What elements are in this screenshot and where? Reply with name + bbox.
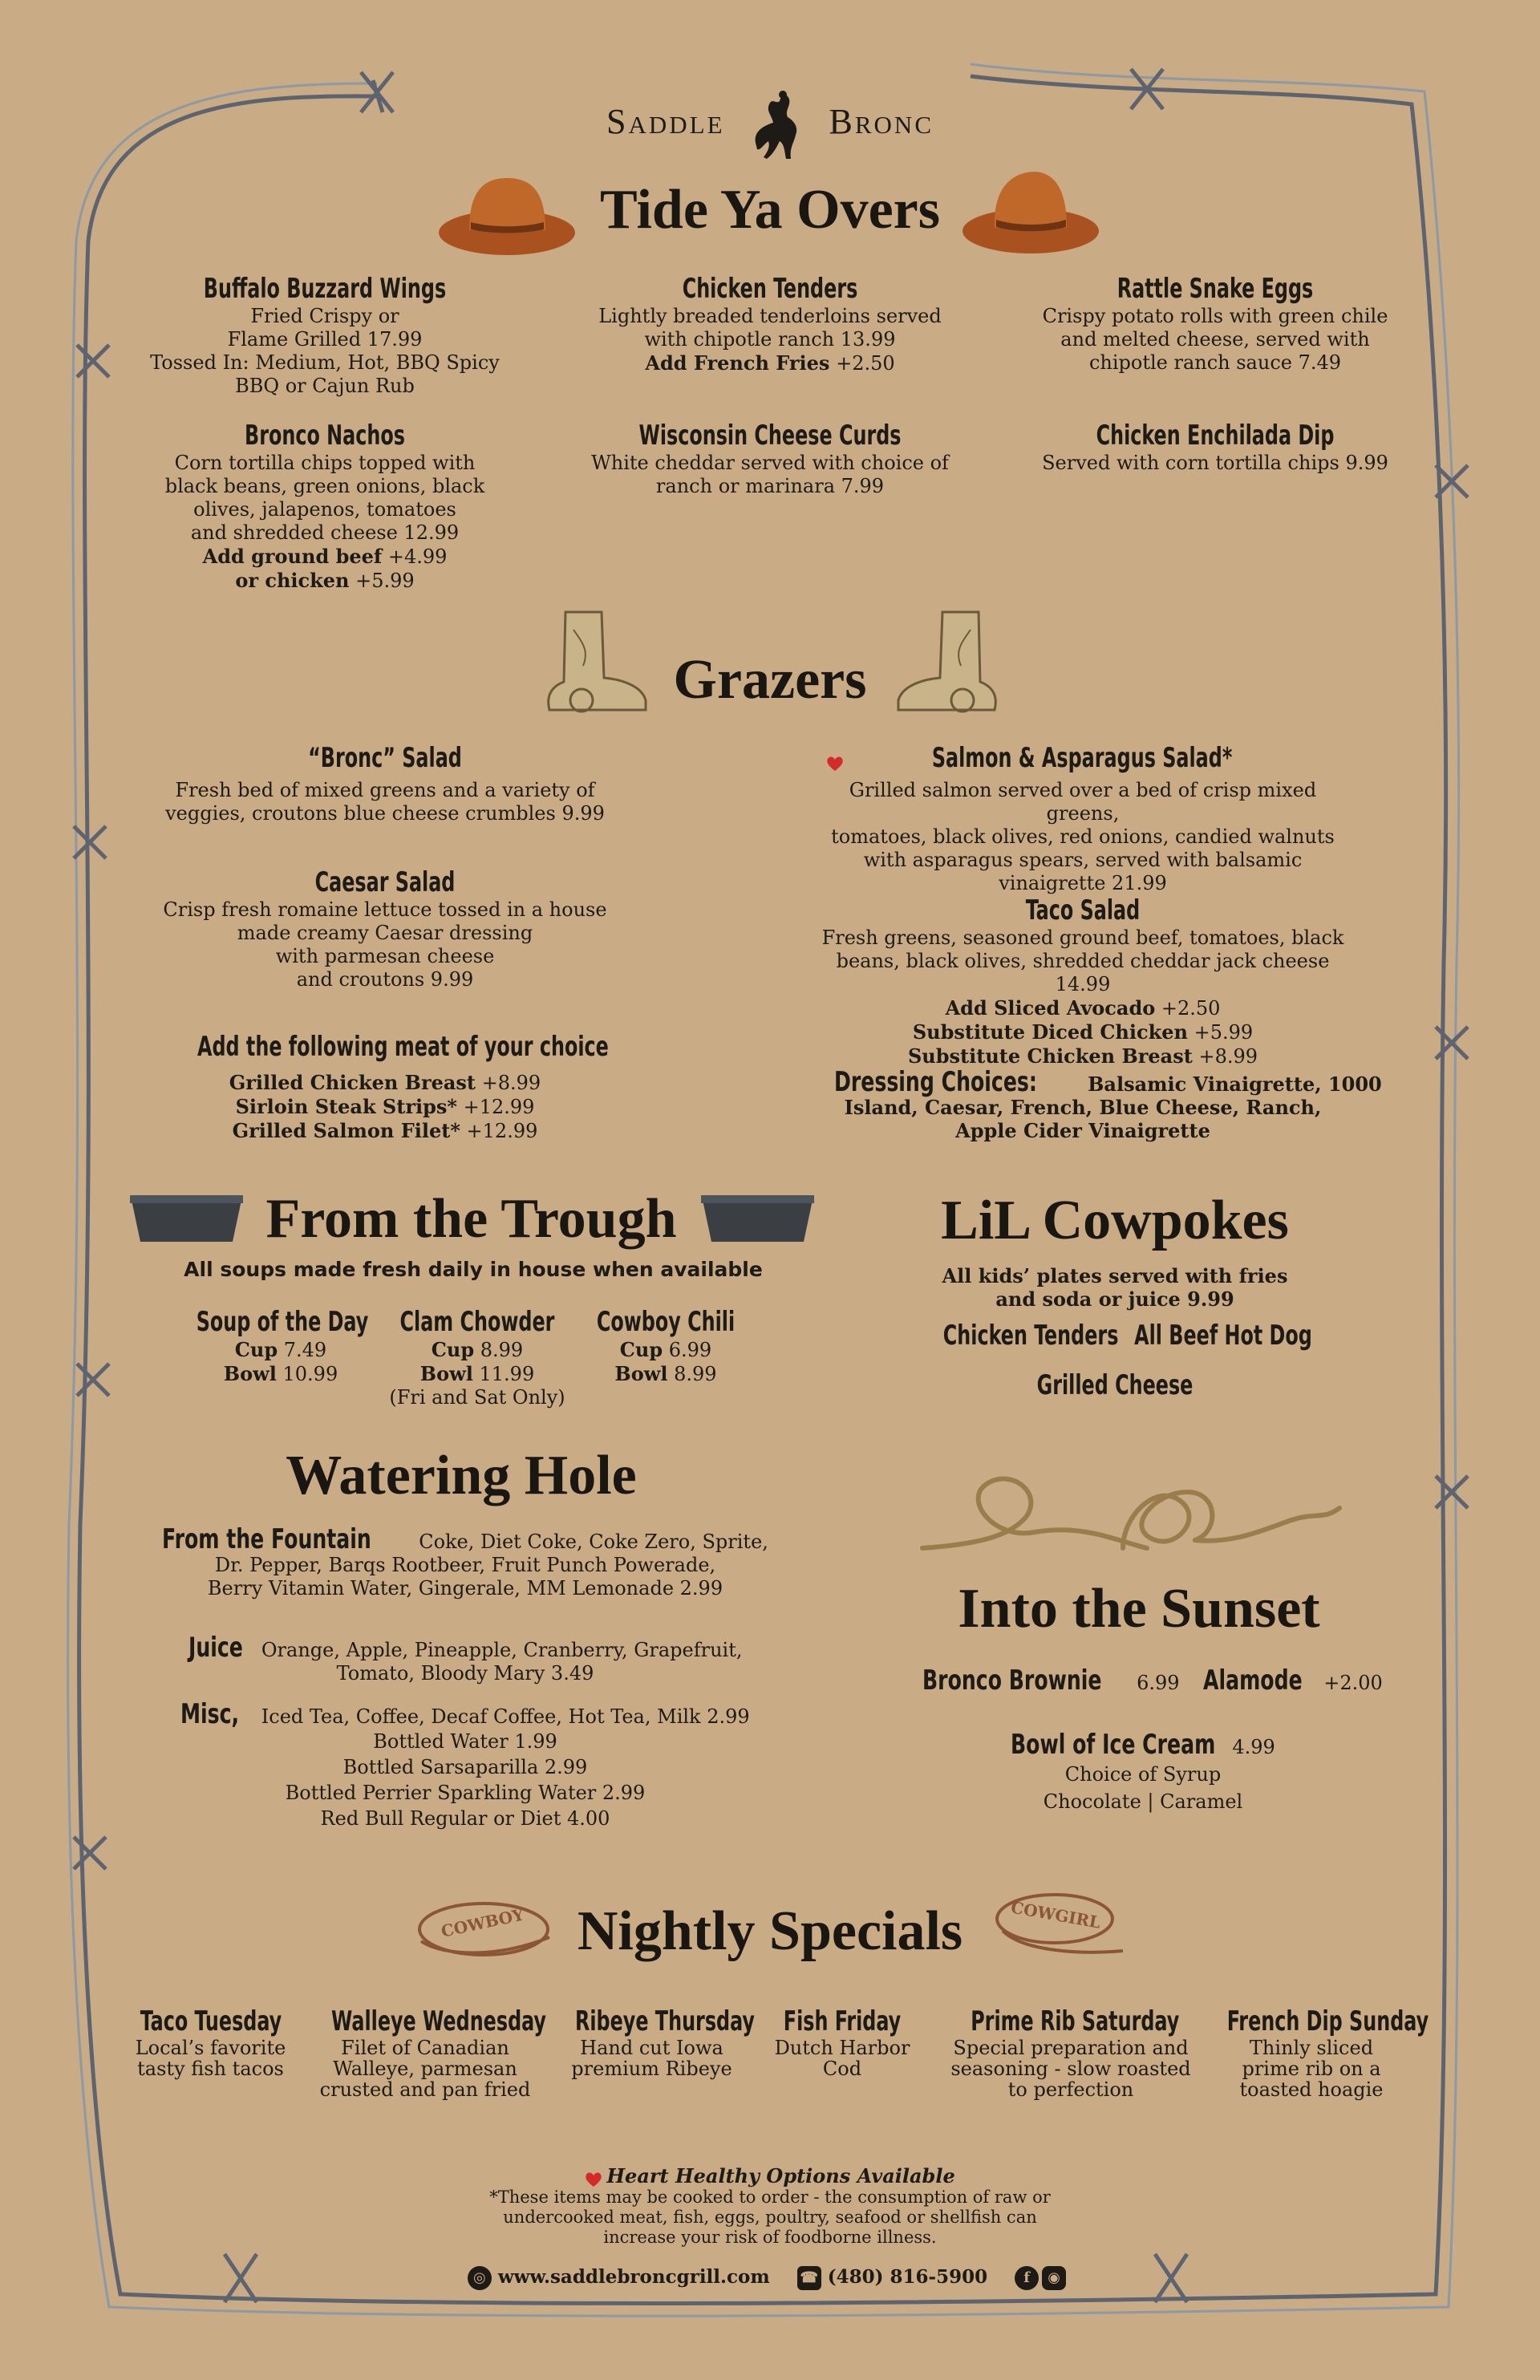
disclaimer-line: *These items may be cooked to order - the consumption of raw or [489,2187,1051,2207]
item-name: Ribeye Thursday [574,2005,755,2037]
add-on-line [818,1044,1348,1068]
desc-line: Fresh greens, seasoned ground beef, tomatoes, black [821,926,1344,949]
item-name: Prime Rib Saturday [971,2005,1180,2037]
phone-number[interactable]: (480) 816-5900 [827,2266,988,2288]
brand-header [0,87,1540,164]
menu-item-caesar-salad [160,866,610,991]
desc-line: to perfection [1007,2078,1134,2101]
soup-prices [557,1338,774,1386]
drink-list: Iced Tea, Coffee, Decaf Coffee, Hot Tea, Milk 2.99 [261,1705,750,1728]
kids-subtitle-line: All kids’ plates served with fries [942,1264,1288,1287]
section-title-grazers: Grazers [673,649,867,711]
option-price: +8.99 [481,1072,541,1094]
desc-line: tasty fish tacos [137,2058,284,2080]
add-on-line [128,545,521,569]
meat-option [144,1119,626,1143]
brand-name-left: Saddle [606,102,725,142]
item-name: Taco Tuesday [140,2005,282,2037]
cup-price [369,1338,586,1362]
desc-line: prime rib on a [1242,2058,1381,2080]
desc-line: Hand cut Iowa [580,2037,723,2059]
special-description [120,2037,301,2079]
option-price: +12.99 [463,1096,535,1118]
desc-line: and croutons 9.99 [296,968,474,991]
desc-line: veggies, croutons blue cheese crumbles 9.99 [165,802,605,825]
dessert-price: 4.99 [1232,1736,1275,1758]
option-label: Sirloin Steak Strips* [235,1095,457,1118]
soup-item [557,1306,774,1386]
item-name: “Bronc” Salad [308,742,462,774]
desc-line: Flame Grilled 17.99 [227,328,423,351]
item-name: Bronco Nachos [245,420,405,452]
dessert-brownie [922,1664,1180,1697]
desc-line: olives, jalapenos, tomatoes [193,498,456,521]
dessert-name: Bowl of Ice Cream [1011,1729,1216,1761]
soup-item [172,1306,389,1386]
bowl-label: Bowl [614,1362,668,1385]
desc-line: Thinly sliced [1249,2037,1374,2059]
cup-label: Cup [234,1338,278,1361]
item-name: Chicken Tenders [682,273,858,305]
cup-label: Cup [431,1338,475,1361]
badge-text: COWBOY [439,1904,526,1941]
item-name: Soup of the Day [196,1306,369,1338]
heart-healthy-label: Heart Healthy Options Available [606,2164,955,2187]
add-on-price: +8.99 [1198,1045,1258,1068]
cup-value: 8.99 [480,1339,524,1361]
section-title-trough: From the Trough [265,1188,677,1250]
drink-first-line [160,1632,770,1664]
option-label: Grilled Chicken Breast [229,1071,476,1094]
drink-first-line [160,1523,770,1555]
kids-subtitle-line: and soda or juice 9.99 [995,1287,1234,1311]
drink-first-line [160,1698,770,1730]
dessert-name: Alamode [1203,1664,1303,1697]
disclaimer-line: increase your risk of foodborne illness. [603,2228,937,2247]
item-name: Walleye Wednesday [331,2005,546,2037]
item-name: Chicken Enchilada Dip [1096,420,1335,452]
drink-line: Dr. Pepper, Barqs Rootbeer, Fruit Punch Powerade, [214,1554,716,1576]
desc-line: Dutch Harbor [774,2037,910,2059]
trough-icon [699,1194,816,1246]
dessert-name-row [962,1729,1323,1761]
globe-icon: ◎ [468,2266,492,2290]
special-day [553,2005,755,2080]
dessert-price: +2.00 [1323,1672,1383,1694]
cup-price [172,1338,389,1362]
dressing-text [834,1066,1382,1142]
desc-line: ranch or marinara 7.99 [655,475,885,497]
desc-line: toasted hoagie [1239,2078,1384,2101]
section-title-watering: Watering Hole [286,1445,637,1506]
add-on-price: +2.50 [1161,997,1221,1020]
desc-line: Filet of Canadian [341,2037,509,2059]
syrup-options: Chocolate | Caramel [1043,1790,1243,1813]
bowl-label: Bowl [223,1362,277,1385]
kids-subtitle [874,1264,1356,1311]
cup-label: Cup [619,1338,663,1361]
soup-item [369,1306,586,1409]
heart-healthy-note [449,2164,1091,2187]
desc-line: tomatoes, black olives, red onions, candied walnuts [831,825,1335,848]
item-description [573,305,967,375]
dressing-line: Apple Cider Vinaigrette [955,1119,1210,1142]
drinks-misc [160,1698,770,1831]
desc-line: Lightly breaded tenderloins served [598,305,942,327]
desc-line: Special preparation and [953,2037,1189,2059]
bowl-price [369,1362,586,1386]
menu-item-enchilada-dip [1019,420,1412,475]
item-name: All Beef Hot Dog [1134,1320,1312,1352]
dessert-price: 6.99 [1137,1672,1180,1694]
special-description [1203,2037,1420,2100]
facebook-icon[interactable]: f [1015,2266,1039,2290]
item-name: Buffalo Buzzard Wings [203,273,447,305]
phone-icon: ☎ [797,2266,821,2290]
drink-category-label: Juice [188,1632,243,1664]
desc-line: White cheddar served with choice of [591,452,949,474]
special-description [553,2037,750,2079]
special-description [942,2037,1199,2100]
bowl-value: 10.99 [282,1363,338,1385]
desc-line: and shredded cheese 12.99 [190,521,460,544]
drink-category-label: From the Fountain [162,1523,371,1555]
desc-line: Served with corn tortilla chips 9.99 [1042,452,1388,474]
desc-line: Crisp fresh romaine lettuce tossed in a house [163,898,607,921]
bucking-horse-logo [749,87,805,164]
desc-line: Local’s favorite [135,2037,286,2059]
item-description [160,898,610,991]
item-name: Cowboy Chili [596,1306,736,1338]
disclaimer-line: undercooked meat, fish, eggs, poultry, seafood or shellfish can [503,2208,1037,2227]
cowboy-hat-icon [437,170,578,258]
desc-line: Corn tortilla chips topped with [174,452,476,474]
bowl-label: Bowl [419,1362,473,1385]
desc-line: and melted cheese, served with [1060,328,1370,351]
desc-line: BBQ or Cajun Rub [235,375,415,397]
item-description [1019,452,1412,475]
desc-line: with chipotle ranch 13.99 [644,328,896,351]
menu-item-chicken-tenders [573,273,967,375]
cowgirl-rope-badge-icon [991,1887,1131,1963]
add-on-line [573,351,967,375]
drink-line: Bottled Sarsaparilla 2.99 [342,1756,588,1778]
item-description [818,779,1348,895]
drink-list: Orange, Apple, Pineapple, Cranberry, Grapefruit, [261,1639,743,1661]
desc-line: premium Ribeye [571,2058,732,2080]
special-day [750,2005,934,2079]
desc-line: made creamy Caesar dressing [237,922,533,944]
add-on-line [128,569,521,593]
badge-text: COWGIRL [1009,1897,1102,1932]
cup-value: 7.49 [283,1339,327,1361]
footer-contact [0,2266,1540,2290]
special-day [942,2005,1199,2100]
item-name: Wisconsin Cheese Curds [638,420,902,452]
soup-prices [172,1338,389,1386]
syrup-label: Choice of Syrup [1064,1763,1222,1786]
item-name: Chicken Tenders [942,1320,1119,1352]
add-on-label: Add French Fries [645,351,830,375]
item-name: Salmon & Asparagus Salad* [932,742,1233,774]
soup-prices [369,1338,586,1409]
add-on-label: Substitute Diced Chicken [912,1020,1188,1044]
dressing-line: Island, Caesar, French, Blue Cheese, Ranch, [844,1096,1322,1119]
add-on-label: Substitute Chicken Breast [907,1044,1193,1068]
menu-item-taco-salad [818,894,1348,1068]
desc-line: crusted and pan fried [319,2078,531,2101]
add-on-price: +2.50 [836,352,895,375]
trough-icon [128,1194,245,1246]
drink-list: Coke, Diet Coke, Coke Zero, Sprite, [419,1531,768,1553]
section-title-sunset: Into the Sunset [958,1578,1320,1640]
dessert-alamode [1203,1664,1383,1697]
cowboy-hat-icon [961,165,1101,257]
desc-line: vinaigrette 21.99 [999,872,1167,894]
desc-line: Walleye, parmesan [333,2058,517,2080]
item-name-row [818,742,1348,774]
kids-item [1103,1320,1343,1352]
menu-item-cheese-curds [573,420,967,498]
special-description [750,2037,934,2079]
add-meat-options [144,1031,626,1143]
desc-line: with asparagus spears, served with balsamic [863,849,1303,871]
add-on-label: Add Sliced Avocado [945,996,1156,1020]
drink-line: Berry Vitamin Water, Gingerale, MM Lemonade 2.99 [207,1577,723,1600]
dressing-label: Dressing Choices: [834,1066,1037,1098]
dressing-options: Balsamic Vinaigrette, 1000 [1088,1072,1382,1096]
section-title-specials: Nightly Specials [577,1900,963,1962]
add-on-label: Add ground beef [202,545,383,568]
heart-icon [585,2171,602,2187]
special-day [120,2005,301,2079]
cup-price [557,1338,774,1362]
special-day [305,2005,545,2100]
desc-line: Cod [822,2058,862,2080]
menu-item-bronco-nachos [128,420,521,593]
availability-note: (Fri and Sat Only) [389,1386,565,1409]
desc-line: Tossed In: Medium, Hot, BBQ Spicy [150,351,500,374]
drink-category-label: Misc, [180,1698,240,1730]
desc-line: Crispy potato rolls with green chile [1042,305,1388,327]
item-name: Rattle Snake Eggs [1116,273,1314,305]
desc-line: Fresh bed of mixed greens and a variety of [175,779,595,801]
desc-line: beans, black olives, shredded cheddar jack cheese 14.99 [836,950,1330,995]
option-label: Grilled Salmon Filet* [232,1119,460,1142]
bowl-price [172,1362,389,1386]
add-on-line [818,996,1348,1020]
add-on-label: or chicken [235,569,350,592]
website-link[interactable]: www.saddlebroncgrill.com [497,2266,770,2288]
meat-option [144,1095,626,1119]
item-name: Fish Friday [783,2005,902,2037]
lasso-rope-icon [914,1452,1348,1560]
desc-line: black beans, green onions, black [164,475,485,497]
item-description [128,452,521,593]
add-on-price: +5.99 [1194,1021,1254,1044]
add-on-price: +5.99 [355,570,415,592]
add-on-price: +4.99 [387,545,448,568]
desc-line: with parmesan cheese [275,945,495,967]
brand-name-right: Bronc [829,102,934,142]
item-name: French Dip Sunday [1226,2005,1429,2037]
menu-item-buffalo-wings [128,273,521,398]
cup-value: 6.99 [668,1339,712,1361]
desc-line: seasoning - slow roasted [950,2058,1191,2080]
cowboy-rope-badge-icon [413,1893,553,1961]
item-name: Add the following meat of your choice [197,1031,609,1063]
option-price: +12.99 [466,1120,538,1142]
desc-line: Grilled salmon served over a bed of crisp mixed greens, [849,779,1317,825]
special-description [305,2037,545,2100]
bowl-value: 8.99 [674,1363,717,1385]
drink-line: Red Bull Regular or Diet 4.00 [320,1807,610,1830]
drinks-juice [160,1632,770,1685]
item-description [128,305,521,398]
item-name: Grilled Cheese [1036,1369,1194,1401]
heart-icon [826,756,844,772]
meat-option [144,1071,626,1095]
dessert-name: Bronco Brownie [922,1664,1102,1697]
cowboy-boot-icon [890,606,1011,718]
drink-line: Bottled Water 1.99 [373,1730,557,1753]
item-description [1019,305,1412,375]
dressing-choices [834,1066,1382,1142]
menu-notes [449,2164,1091,2248]
add-on-line [818,1020,1348,1044]
item-description [160,779,610,825]
item-description [818,926,1348,1068]
item-description [573,452,967,498]
dessert-ice-cream [962,1729,1323,1815]
menu-item-rattle-snake-eggs [1019,273,1412,375]
menu-item-salmon-salad [818,742,1348,895]
kids-item [995,1369,1235,1401]
dressing-line [834,1066,1382,1098]
menu-item-bronc-salad [160,742,610,825]
drinks-fountain [160,1523,770,1600]
bowl-price [557,1362,774,1386]
item-name: Clam Chowder [399,1306,555,1338]
special-day [1203,2005,1429,2101]
drink-line: Tomato, Bloody Mary 3.49 [336,1662,594,1685]
trough-subtitle: All soups made fresh daily in house when available [184,1258,763,1281]
desc-line: Fried Crispy or [250,305,399,327]
section-title-tide: Tide Ya Overs [600,179,940,241]
instagram-icon[interactable]: ◉ [1042,2266,1066,2290]
section-title-kids: LiL Cowpokes [941,1190,1289,1251]
item-name: Taco Salad [1025,894,1141,926]
desc-line: chipotle ranch sauce 7.49 [1088,351,1342,374]
drink-line: Bottled Perrier Sparkling Water 2.99 [285,1782,646,1804]
item-name: Caesar Salad [314,866,456,898]
meat-option-list [144,1071,626,1143]
bowl-value: 11.99 [479,1363,535,1385]
